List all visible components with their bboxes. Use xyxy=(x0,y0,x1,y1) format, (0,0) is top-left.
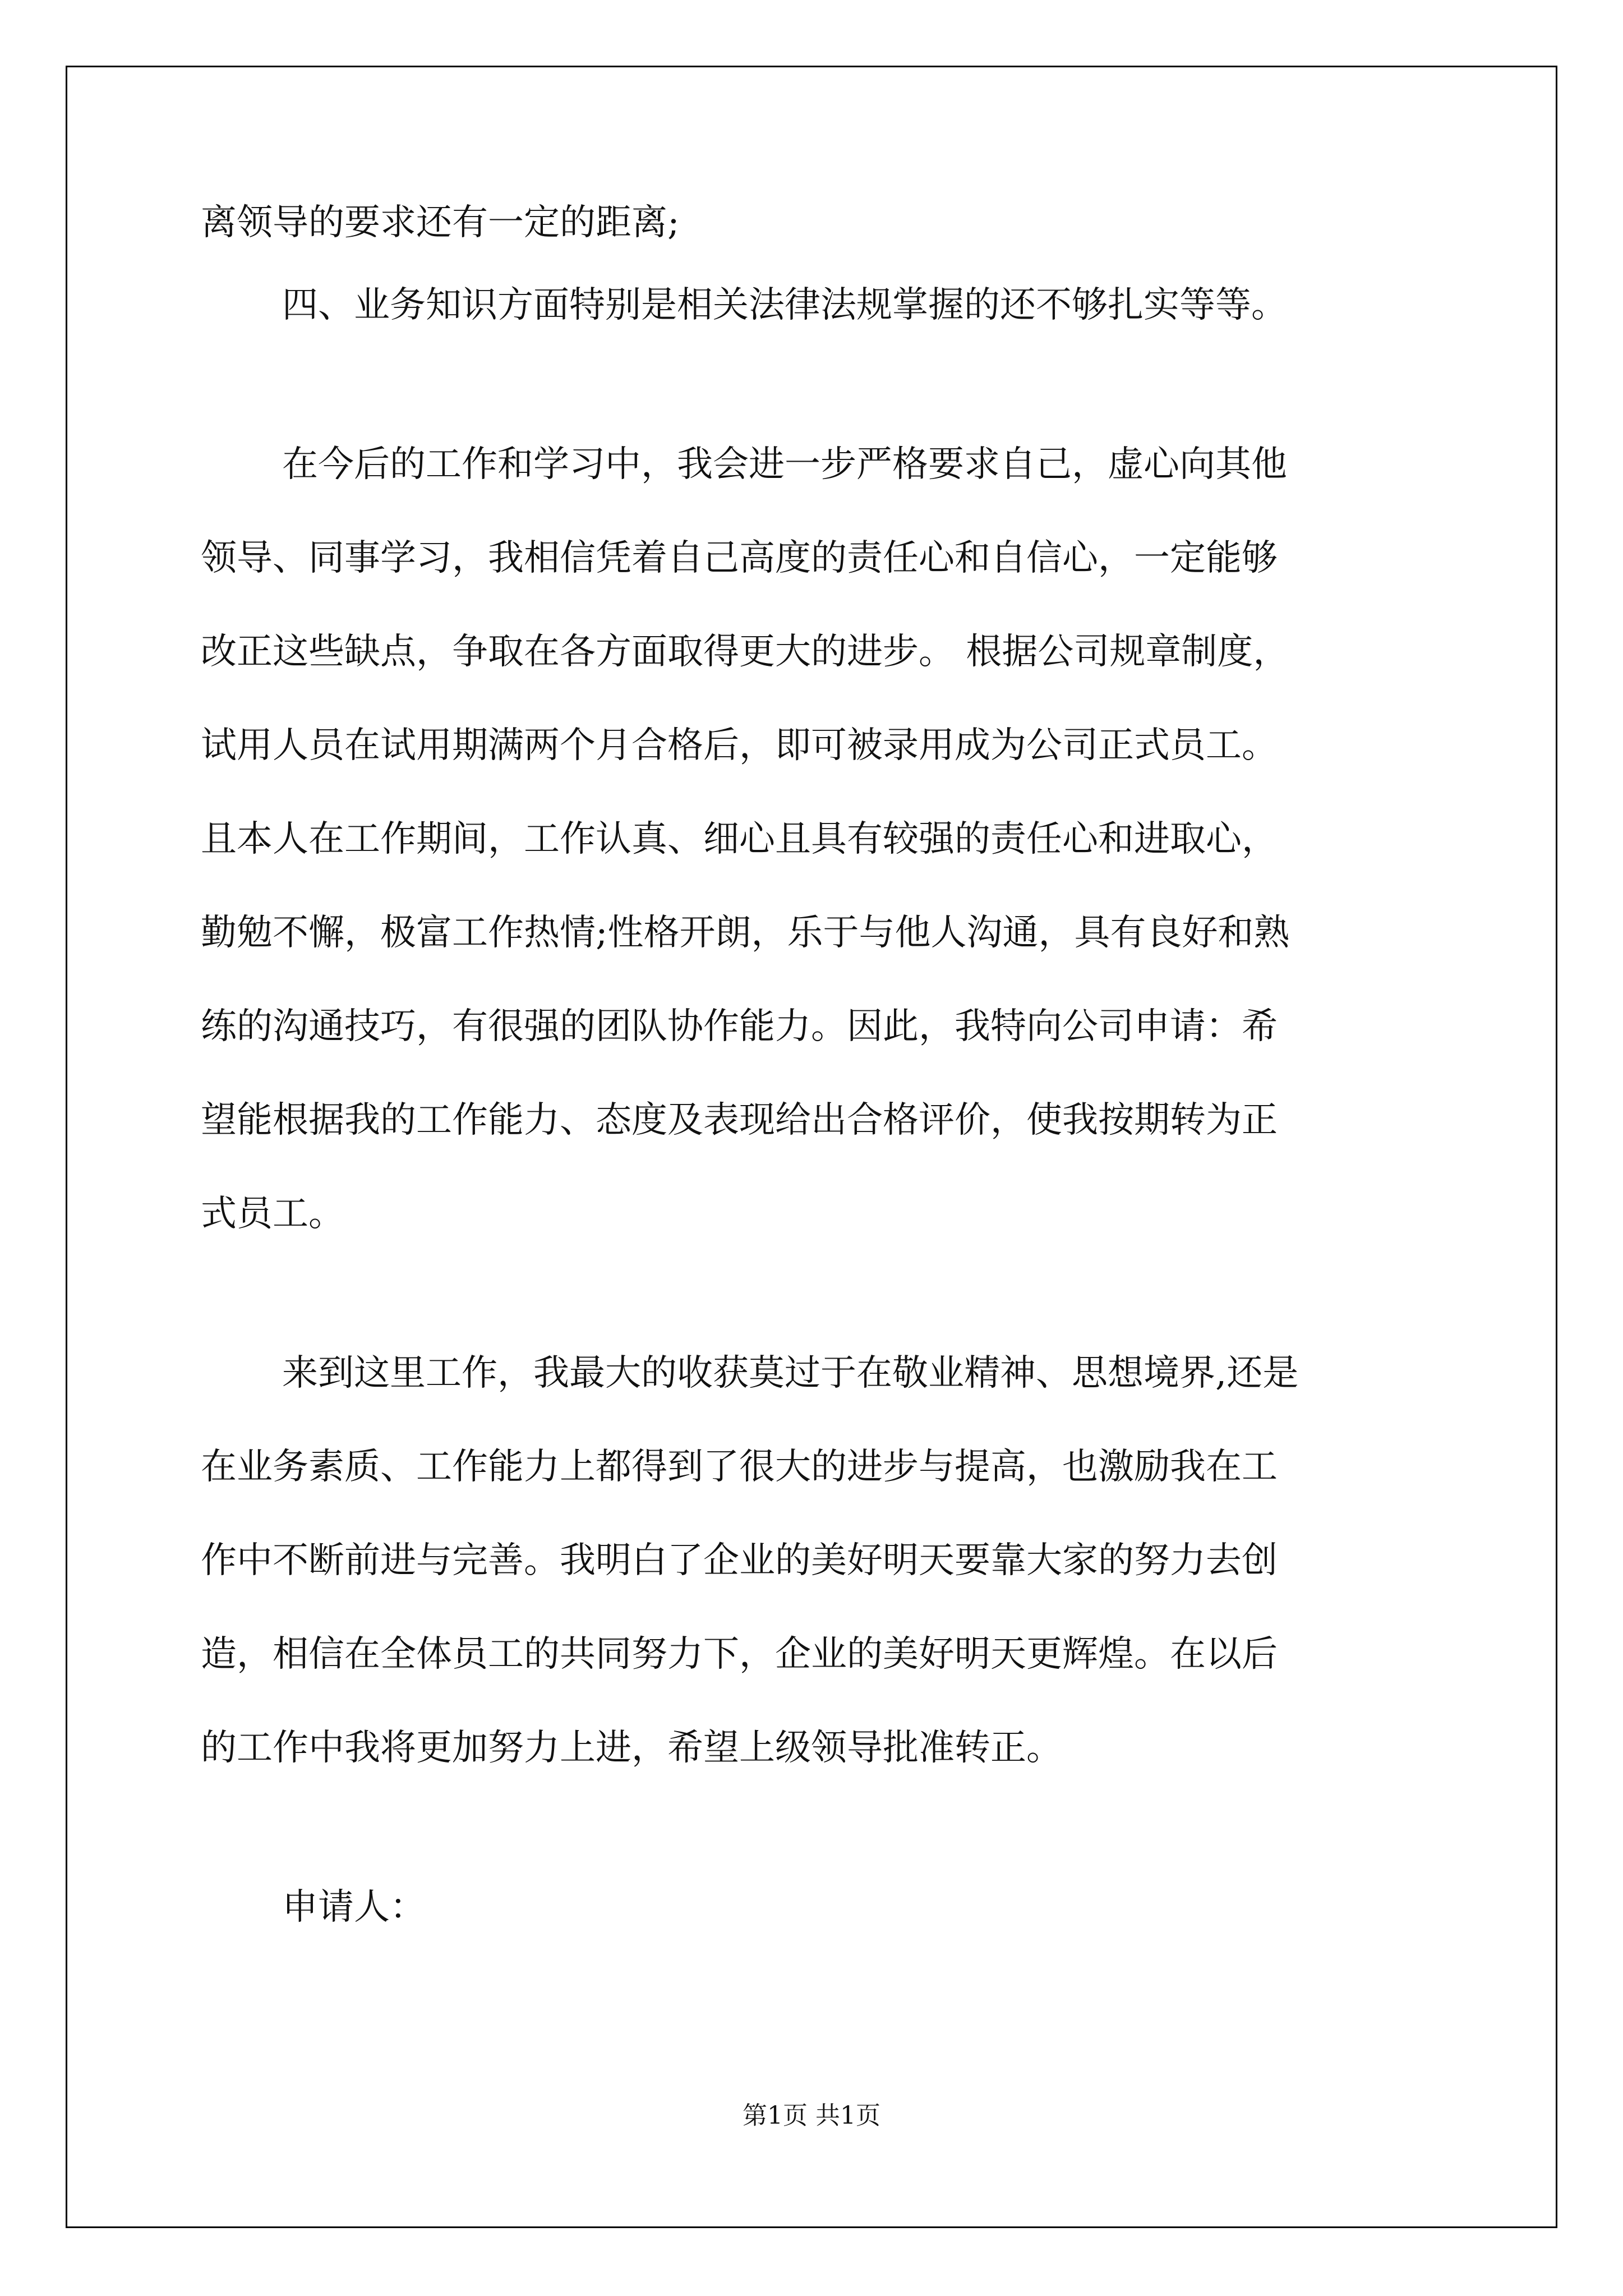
text-line: 来到这里工作，我最大的收获莫过于在敬业精神、思想境界,还是 xyxy=(282,1352,1299,1394)
text-line: 试用人员在试用期满两个月合格后，即可被录用成为公司正式员工。 xyxy=(201,725,1278,766)
page-footer: 第1页 共1页 xyxy=(743,2101,880,2130)
text-line: 练的沟通技巧，有很强的团队协作能力。因此，我特向公司申请：希 xyxy=(201,1006,1278,1047)
text-line: 离领导的要求还有一定的距离; xyxy=(201,202,680,243)
text-line: 在业务素质、工作能力上都得到了很大的进步与提高，也激励我在工 xyxy=(201,1446,1278,1488)
text-line: 勤勉不懈，极富工作热情;性格开朗，乐于与他人沟通，具有良好和熟 xyxy=(201,912,1290,954)
text-line: 四、业务知识方面特别是相关法律法规掌握的还不够扎实等等。 xyxy=(282,284,1287,326)
text-line: 望能根据我的工作能力、态度及表现给出合格评价，使我按期转为正 xyxy=(201,1099,1278,1141)
text-line: 作中不断前进与完善。我明白了企业的美好明天要靠大家的努力去创 xyxy=(201,1540,1278,1581)
text-line: 在今后的工作和学习中，我会进一步严格要求自己，虚心向其他 xyxy=(282,444,1287,485)
text-line: 造，相信在全体员工的共同努力下，企业的美好明天更辉煌。在以后 xyxy=(201,1634,1278,1675)
text-line: 式员工。 xyxy=(201,1193,344,1235)
text-line: 领导、同事学习，我相信凭着自己高度的责任心和自信心，一定能够 xyxy=(201,537,1278,579)
applicant-label: 申请人： xyxy=(282,1887,426,1928)
text-line: 的工作中我将更加努力上进，希望上级领导批准转正。 xyxy=(201,1727,1062,1769)
text-line: 且本人在工作期间，工作认真、细心且具有较强的责任心和进取心， xyxy=(201,818,1278,860)
text-line: 改正这些缺点，争取在各方面取得更大的进步。 根据公司规章制度， xyxy=(201,631,1289,673)
